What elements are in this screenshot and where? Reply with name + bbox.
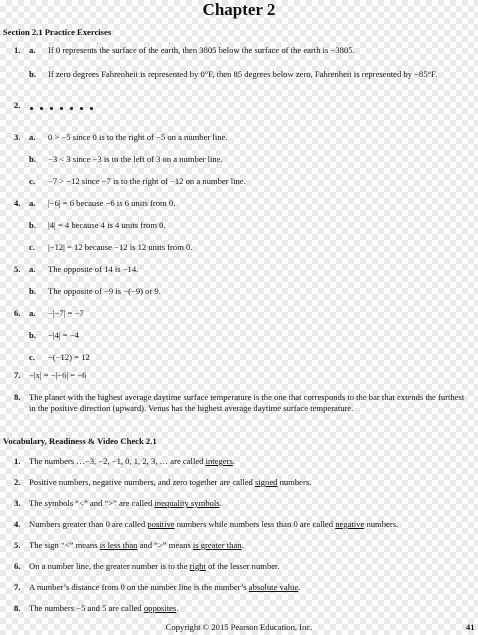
exercise-number: 4.	[14, 198, 21, 208]
exercise-letter: b.	[29, 330, 36, 340]
vocab-number: 3.	[14, 498, 21, 508]
exercise-text: −7 > −12 since −7 is to the right of −12 on a number line.	[48, 176, 246, 186]
vocab-answer: is less than	[99, 540, 138, 550]
exercise-letter: c.	[29, 242, 35, 252]
vocab-text: The symbols “<” and “>” are called inequality symbols.	[29, 498, 222, 508]
exercise-number: 7.	[14, 370, 21, 380]
vocab-answer: absolute value	[248, 582, 299, 592]
vocab-text: The sign “<” means is less than and “>” means is greater than.	[29, 540, 244, 550]
vocab-answer: inequality symbols	[154, 498, 220, 508]
page-title: Chapter 2	[202, 0, 276, 19]
exercise-text: If 0 represents the surface of the earth, then 3805 below the surface of the earth is −3805.	[48, 45, 355, 55]
vocab-number: 2.	[14, 477, 21, 487]
vocab-text: The numbers −5 and 5 are called opposites.	[29, 603, 179, 613]
copyright-footer: Copyright © 2015 Pearson Education, Inc.	[165, 622, 313, 632]
vocab-number: 8.	[14, 603, 21, 613]
vocab-number: 6.	[14, 561, 21, 571]
vocab-heading: Vocabulary, Readiness & Video Check 2.1	[3, 436, 157, 446]
vocab-answer-2: negative	[335, 519, 365, 529]
vocab-text: A number’s distance from 0 on the number line is the number’s absolute value.	[29, 582, 301, 592]
vocab-answer: signed	[255, 477, 278, 487]
exercise-letter: a.	[29, 132, 36, 142]
exercise-number: 8.	[14, 392, 21, 402]
vocab-text: On a number line, the greater number is to the right of the lesser number.	[29, 561, 280, 571]
vocab-answer-2: is greater than	[192, 540, 242, 550]
exercise-number: 3.	[14, 132, 21, 142]
vocab-text: Positive numbers, negative numbers, and zero together are called signed numbers.	[29, 477, 312, 487]
exercise-number: 2.	[14, 100, 21, 110]
exercise-text: The opposite of 14 is −14.	[48, 264, 139, 274]
exercise-text: −3 < 3 since −3 is to the left of 3 on a number line.	[48, 154, 223, 164]
exercise-text: The planet with the highest average daytime surface temperature is the one that corresponds to the bar that extends the furthest in the positive direction (upward). Venus has the highest average daytime surface temperature.	[29, 392, 465, 413]
vocab-text: The numbers …−3, −2, −1, 0, 1, 2, 3, … are called integers.	[29, 456, 235, 466]
exercise-letter: a.	[29, 45, 36, 55]
exercise-letter: a.	[29, 198, 36, 208]
vocab-number: 7.	[14, 582, 21, 592]
exercise-letter: b.	[29, 69, 36, 79]
exercise-text: −|4| = −4	[48, 330, 79, 340]
page-number: 41	[466, 622, 475, 632]
vocab-answer: right	[189, 561, 206, 571]
exercise-text: |−6| = 6 because −6 is 6 units from 0.	[48, 198, 176, 208]
exercise-number: 5.	[14, 264, 21, 274]
exercise-number: 1.	[14, 45, 21, 55]
exercise-letter: a.	[29, 264, 36, 274]
exercise-text: |−12| = 12 because −12 is 12 units from 0.	[48, 242, 193, 252]
vocab-number: 1.	[14, 456, 21, 466]
exercise-number: 6.	[14, 308, 21, 318]
exercise-text: −(−12) = 12	[48, 352, 90, 362]
exercise-letter: c.	[29, 352, 35, 362]
vocab-answer: opposites	[143, 603, 177, 613]
section-heading: Section 2.1 Practice Exercises	[3, 27, 112, 37]
exercise-letter: a.	[29, 308, 36, 318]
vocab-answer: integers	[205, 456, 233, 466]
exercise-letter: b.	[29, 286, 36, 296]
exercise-text: The opposite of −9 is −(−9) or 9.	[48, 286, 161, 296]
exercise-text: |4| = 4 because 4 is 4 units from 0.	[48, 220, 166, 230]
vocab-number: 4.	[14, 519, 21, 529]
vocab-answer: positive	[147, 519, 175, 529]
vocab-number: 5.	[14, 540, 21, 550]
exercise-text: −|−7| = −7	[48, 308, 84, 318]
exercise-letter: b.	[29, 154, 36, 164]
vocab-text: Numbers greater than 0 are called positive numbers while numbers less than 0 are called negative numbers.	[29, 519, 399, 529]
number-line-dots	[30, 102, 110, 108]
exercise-letter: c.	[29, 176, 35, 186]
exercise-text: −|x| = −|−6| = −6	[29, 370, 87, 380]
exercise-text: 0 > −5 since 0 is to the right of −5 on a number line.	[48, 132, 228, 142]
exercise-letter: b.	[29, 220, 36, 230]
exercise-text: If zero degrees Fahrenheit is represented by 0°F, then 85 degrees below zero, Fahrenheit is represented by −85°F.	[48, 69, 438, 79]
